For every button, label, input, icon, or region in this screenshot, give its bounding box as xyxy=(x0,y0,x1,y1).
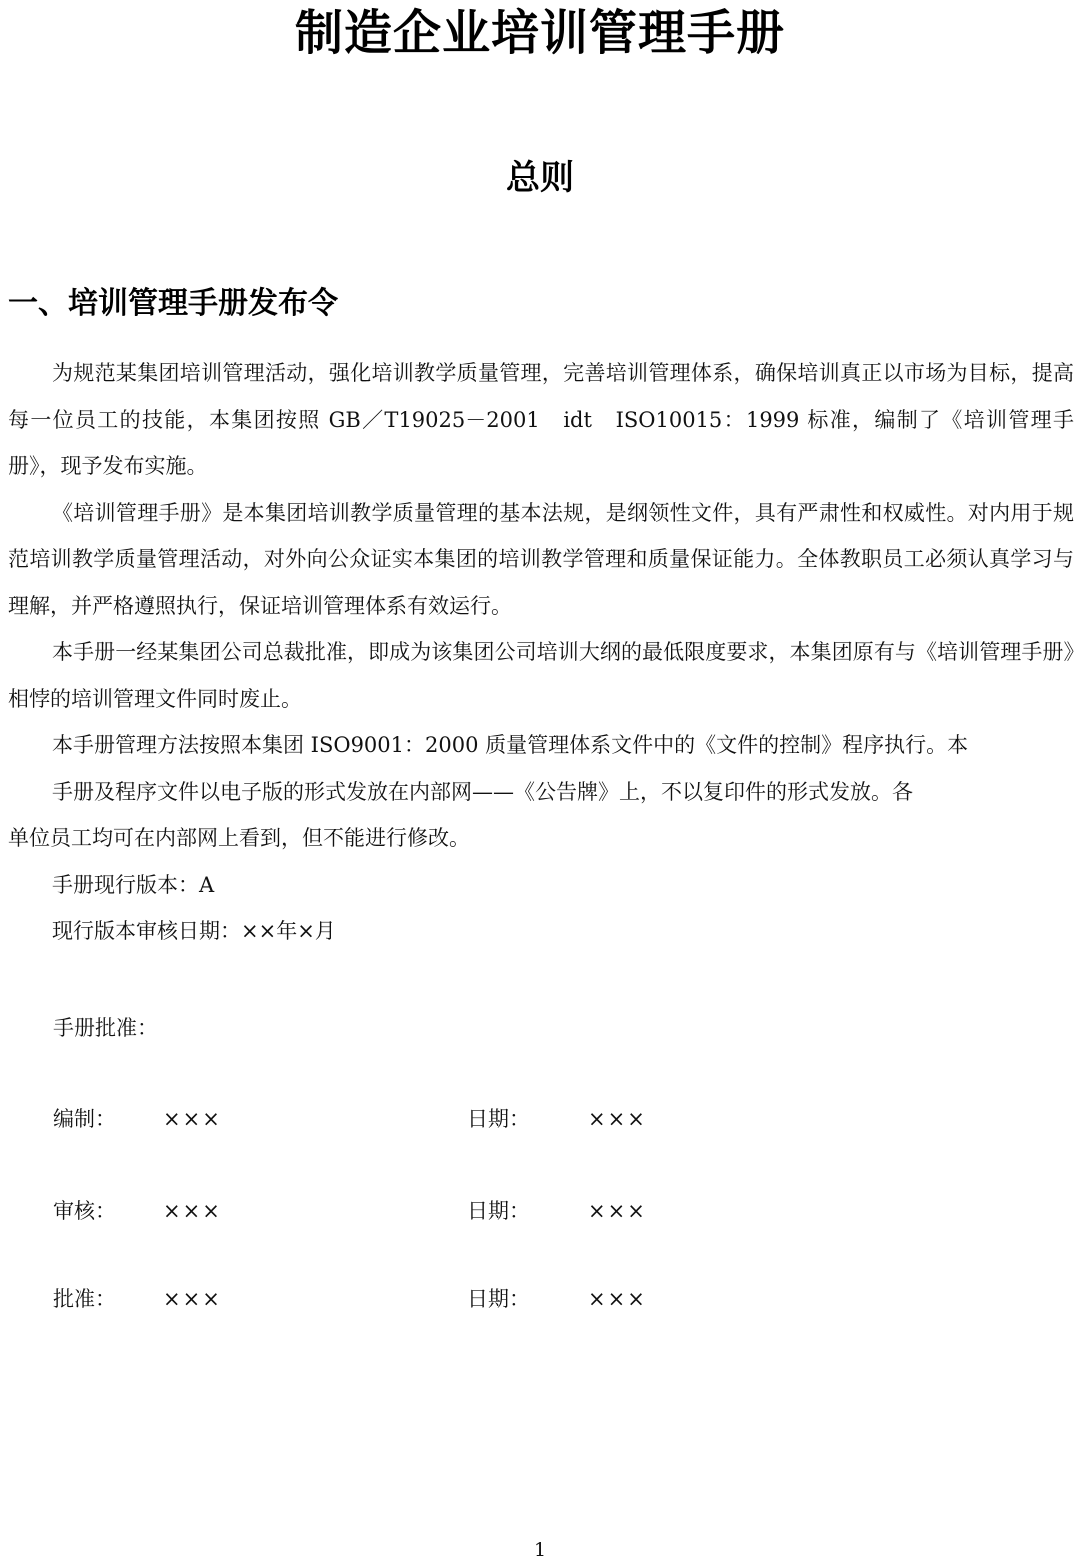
signature-row-approve xyxy=(53,1276,853,1322)
document-title: 制造企业培训管理手册 xyxy=(294,5,785,61)
paragraph-line: 单位员工均可在内部网上看到，但不能进行修改。 xyxy=(8,826,470,850)
paragraph-purpose: 为规范某集团培训管理活动，强化培训教学质量管理，完善培训管理体系，确保培训真正以市场为目标，提高每一位员工的技能，本集团按照 GB／T19025－2001 idt ISO10015：1999 标准，编制了《培训管理手册》，现予发布实施。 xyxy=(8,361,1074,478)
signature-date: ××× xyxy=(588,1107,647,1131)
paragraph-supersede: 本手册一经某集团公司总裁批准，即成为该集团公司培训大纲的最低限度要求，本集团原有与《培训管理手册》相悖的培训管理文件同时废止。 xyxy=(8,640,1074,711)
approval-label: 手册批准： xyxy=(53,1016,158,1040)
signature-row-compile xyxy=(53,1096,853,1142)
document-body xyxy=(8,350,1074,955)
review-date-line: 现行版本审核日期：××年×月 xyxy=(52,919,336,943)
signature-date-label: 日期： xyxy=(467,1107,530,1131)
paragraph-line: 本手册管理方法按照本集团 ISO9001：2000 质量管理体系文件中的《文件的控制》程序执行。本 xyxy=(52,733,969,757)
signature-row-review xyxy=(53,1188,853,1234)
version-line: 手册现行版本：A xyxy=(52,872,215,897)
section-title: 总则 xyxy=(506,158,574,198)
signature-name: ××× xyxy=(163,1107,222,1131)
paragraph-document-control xyxy=(8,722,1074,862)
signature-date-label: 日期： xyxy=(467,1287,530,1311)
page-number: 1 xyxy=(533,1539,547,1561)
signature-date: ××× xyxy=(588,1287,647,1311)
signature-role-label: 批准： xyxy=(53,1287,116,1311)
chapter-heading: 一、培训管理手册发布令 xyxy=(8,286,338,321)
signature-date: ××× xyxy=(588,1199,647,1223)
signature-role-label: 编制： xyxy=(53,1107,116,1131)
signature-role-label: 审核： xyxy=(53,1199,116,1223)
signature-name: ××× xyxy=(163,1199,222,1223)
paragraph-line: 手册及程序文件以电子版的形式发放在内部网——《公告牌》上，不以复印件的形式发放。各 xyxy=(52,779,913,804)
signature-name: ××× xyxy=(163,1287,222,1311)
paragraph-authority: 《培训管理手册》是本集团培训教学质量管理的基本法规，是纲领性文件，具有严肃性和权威性。对内用于规范培训教学质量管理活动，对外向公众证实本集团的培训教学管理和质量保证能力。全体教职员工必须认真学习与理解，并严格遵照执行，保证培训管理体系有效运行。 xyxy=(8,500,1074,618)
signature-date-label: 日期： xyxy=(467,1199,530,1223)
